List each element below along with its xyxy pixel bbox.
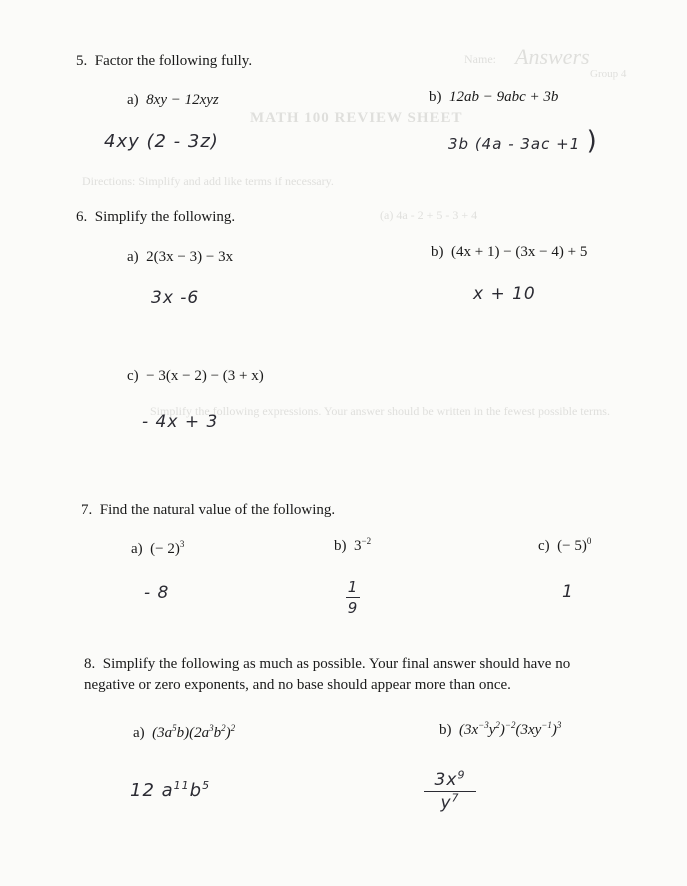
q6c-expr: − 3(x − 2) − (3 + x): [146, 368, 264, 384]
q7a-base: (− 2): [150, 541, 180, 557]
q6c-label: c): [127, 368, 139, 384]
q6b-expr: (4x + 1) − (3x − 4) + 5: [451, 244, 588, 260]
q6a-label: a): [127, 249, 139, 265]
q8a-exponent: 5: [172, 723, 177, 733]
q8a-answer: [130, 780, 210, 801]
q8b-term-part: ): [551, 722, 557, 738]
q8b-term-part: y: [488, 722, 496, 738]
q8b-term-part: ): [499, 722, 505, 738]
q5a-problem: [127, 92, 219, 109]
q8b-label: b): [439, 722, 452, 738]
q8b-exponent: 2: [495, 720, 500, 730]
bleed-sheet-title: MATH 100 REVIEW SHEET: [250, 110, 463, 126]
q7b-problem: [334, 538, 371, 555]
q6-prompt: Simplify the following.: [94, 209, 236, 225]
q5b-label: b): [429, 89, 442, 105]
q8a-answer-part: 12 a: [130, 780, 174, 801]
q6b-problem: [431, 244, 587, 261]
bleed-directions: Directions: Simplify and add like terms if necessary.: [82, 174, 334, 188]
q5-header: [76, 53, 252, 70]
q8b-answer: [424, 770, 476, 813]
q5a-answer: 4xy (2 - 3z): [104, 131, 219, 152]
q8b-answer-num: [435, 770, 466, 790]
q7b-base: 3: [354, 538, 362, 554]
q8-prompt-line1: [84, 656, 570, 673]
bleed-faint-expr: (a) 4a - 2 + 5 - 3 + 4: [380, 208, 478, 222]
q7c-base: (− 5): [557, 538, 587, 554]
q7c-answer: 1: [562, 582, 574, 602]
q8a-term-part: ): [225, 725, 231, 741]
q5b-answer-paren: ): [586, 126, 598, 156]
q7c-exponent: 0: [586, 536, 592, 546]
q6-number: 6.: [76, 209, 88, 225]
q8b-problem: [439, 722, 561, 739]
q7b-answer-den: 9: [347, 599, 359, 617]
q7-prompt: Find the natural value of the following.: [99, 502, 336, 518]
q8a-term-part: (3a: [152, 725, 173, 741]
q6b-answer: x + 10: [473, 284, 536, 304]
q8a-answer-exponent: 11: [173, 779, 190, 792]
bleed-name-label: Name:: [464, 52, 496, 66]
q7-header: [81, 502, 335, 519]
q7b-answer: [346, 578, 360, 617]
q6a-answer: 3x -6: [151, 288, 200, 308]
q5a-label: a): [127, 92, 139, 108]
q5b-answer-text: 3b (4a - 3ac +1: [448, 135, 581, 153]
q8b-term-part: (3x: [459, 722, 479, 738]
q8b-outer-exponent: −2: [504, 720, 516, 730]
q8b-answer-part: 3x: [434, 770, 458, 790]
q8a-label: a): [133, 725, 145, 741]
q7a-answer: - 8: [144, 583, 170, 603]
q5-number: 5.: [76, 53, 88, 69]
q8a-exponent: 2: [221, 723, 226, 733]
q8b-exponent: −1: [541, 720, 552, 730]
q5b-problem: [429, 89, 558, 106]
q8a-term-part: b: [213, 725, 222, 741]
q7c-problem: [538, 538, 591, 555]
q6-header: [76, 209, 235, 226]
q8b-answer-exponent: 7: [451, 791, 460, 805]
q6c-answer: - 4x + 3: [142, 412, 219, 432]
q8-prompt-text1: Simplify the following as much as possible. Your final answer should have no: [102, 656, 571, 672]
q8-number: 8.: [84, 656, 96, 672]
bleed-faint-line: Simplify the following expressions. Your answer should be written in the fewest possible terms.: [150, 404, 610, 418]
q8a-exponent: 3: [209, 723, 214, 733]
q8b-answer-exponent: 9: [457, 768, 466, 782]
q8b-answer-den: [440, 793, 459, 813]
q7c-label: c): [538, 538, 550, 554]
q8b-exponent: −3: [478, 720, 489, 730]
fraction-bar: [424, 791, 476, 792]
q6c-problem: [127, 368, 264, 385]
q7a-label: a): [131, 541, 143, 557]
q8b-outer-exponent: 3: [556, 720, 562, 730]
q5-prompt: Factor the following fully.: [94, 53, 253, 69]
q8b-term-part: (3xy: [515, 722, 542, 738]
q8a-outer-exponent: 2: [230, 723, 236, 733]
q7b-label: b): [334, 538, 347, 554]
q6a-problem: [127, 249, 233, 266]
q6b-label: b): [431, 244, 444, 260]
q8a-answer-exponent: 5: [202, 779, 211, 792]
q8-prompt-line2: negative or zero exponents, and no base should appear more than once.: [84, 677, 511, 693]
q7b-answer-num: 1: [347, 578, 359, 596]
bleed-group-label: Group 4: [590, 68, 627, 80]
q5a-expr: 8xy − 12xyz: [146, 92, 219, 108]
q7a-exponent: 3: [179, 539, 185, 549]
q7-number: 7.: [81, 502, 93, 518]
q7b-exponent: −2: [361, 536, 372, 546]
q5b-expr: 12ab − 9abc + 3b: [449, 89, 559, 105]
q8b-answer-part: y: [440, 793, 452, 813]
fraction-bar: [346, 597, 360, 598]
q8a-answer-part: b: [189, 780, 203, 801]
q7a-problem: [131, 541, 184, 558]
q8a-problem: [133, 725, 235, 742]
q8a-term-part: b)(2a: [176, 725, 210, 741]
q5b-answer: [448, 126, 598, 156]
bleed-name-value: Answers: [515, 44, 590, 69]
q6a-expr: 2(3x − 3) − 3x: [146, 249, 234, 265]
